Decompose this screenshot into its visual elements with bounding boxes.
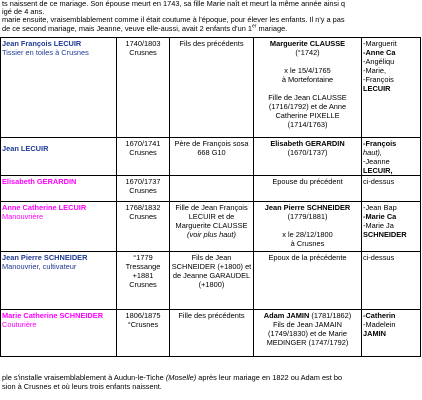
person-name: Elisabeth GERARDIN: [2, 177, 77, 186]
life-dates: 1670/1737: [125, 177, 161, 186]
region-note: (Moselle): [165, 373, 197, 382]
closing-text-end: après leur mariage en 1822 ou Adam est bo: [196, 373, 343, 382]
life-dates: 1768/1832: [125, 203, 161, 212]
child-entry: LECUIR: [363, 84, 391, 93]
child-entry: -Catherin: [363, 311, 396, 320]
children-cell: ci-dessus: [362, 176, 421, 202]
child-entry: -Marie,: [363, 66, 386, 75]
child-entry: JAMIN: [363, 329, 386, 338]
table-row: [1, 138, 421, 176]
dates-cell: [117, 176, 170, 202]
spouse-name: Adam JAMIN: [263, 311, 310, 320]
marriage-place: à Crusnes: [290, 239, 325, 248]
spouse-cell: [254, 38, 362, 138]
life-dates: 1740/1803: [125, 39, 161, 48]
person-cell: [1, 38, 117, 138]
table-row: [1, 38, 421, 138]
person-role: Manouvrier, cultivateur: [2, 262, 77, 271]
child-entry: -François: [363, 75, 394, 84]
person-role: Tissier en toiles à Crusnes: [2, 48, 89, 57]
dates-cell: [117, 252, 170, 310]
parents-cell: Fils des précédents: [170, 38, 254, 138]
dates-cell: [117, 202, 170, 252]
child-entry: -François: [363, 139, 397, 148]
intro-line-4: [2, 25, 422, 33]
child-entry: -Marguerit: [363, 39, 397, 48]
closing-line-1: [2, 373, 422, 382]
person-role: Couturière: [2, 320, 37, 329]
child-entry: -Anne Ca: [363, 48, 396, 57]
life-dates: 1806/1875: [125, 311, 161, 320]
spouse-year: (1670/1737): [287, 148, 328, 157]
death-place: Crusnes: [129, 280, 157, 289]
life-place: Crusnes: [129, 186, 157, 195]
spouse-line: [255, 311, 360, 320]
parents-cell: Fille des précédents: [170, 310, 254, 357]
intro-line-4-sup: er: [251, 23, 257, 30]
spouse-cell: Epoux de la précédente: [254, 252, 362, 310]
person-role: Manouvrière: [2, 212, 44, 221]
parents-text: Fille de Jean François LECUIR et de Marguerite CLAUSSE: [175, 203, 248, 230]
person-name: Jean LECUIR: [2, 144, 49, 153]
intro-line-4-end: mariage.: [256, 23, 288, 33]
dates-cell: [117, 138, 170, 176]
intro-line-3: marie ensuite, vraisemblablement comme il était coutume à l'époque, pour élever les enfants. Il n'y a pas: [2, 15, 345, 25]
closing-text-start: ple s'installe vraisemblablement à Audun-le-Tiche: [2, 373, 166, 382]
marriage-place: à Mortefontaine: [281, 75, 334, 84]
person-cell: [1, 252, 117, 310]
table-row: [1, 176, 421, 202]
child-entry: -Angéliqu: [363, 57, 395, 66]
spouse-year: (1779/1881): [287, 212, 328, 221]
child-entry: -Marie Ca: [363, 212, 397, 221]
birth-date: °1779: [133, 253, 153, 262]
table-row: [1, 252, 421, 310]
death-date: +1881: [132, 271, 154, 280]
children-cell: ci-dessus: [362, 252, 421, 310]
person-name: Jean François LECUIR: [2, 39, 82, 48]
child-entry: -Jean Bap: [363, 203, 397, 212]
person-cell: [1, 310, 117, 357]
person-cell: [1, 202, 117, 252]
marriage-date: x le 28/12/1800: [282, 230, 333, 239]
dates-cell: [117, 38, 170, 138]
parents-cell: Fils de Jean SCHNEIDER (+1800) et de Jeanne GARAUDEL (+1800): [170, 252, 254, 310]
life-place: Crusnes: [129, 48, 157, 57]
child-entry: -Marie Ja: [363, 221, 394, 230]
spouse-cell: Epouse du précédent: [254, 176, 362, 202]
closing-text: [2, 373, 422, 391]
person-name: Jean Pierre SCHNEIDER: [2, 253, 88, 262]
person-name: Marie Catherine SCHNEIDER: [2, 311, 104, 320]
child-entry: haut),: [363, 148, 382, 157]
spouse-name: Elisabeth GERARDIN: [270, 139, 345, 148]
child-entry: LECUIR,: [363, 166, 393, 175]
marriage-date: x le 15/4/1765: [284, 66, 331, 75]
child-entry: -Madelein: [363, 320, 396, 329]
parents-cell: [170, 176, 254, 202]
closing-line-2: sion à Crusnes et où leurs trois enfants naissent.: [2, 382, 162, 391]
intro-line-1: ts naissent de ce mariage. Son épouse meurt en 1743, sa fille Marie naît et meurt la même année ainsi q: [2, 0, 346, 8]
life-place: Crusnes: [129, 212, 157, 221]
parents-cell: Père de François sosa 668 G10: [170, 138, 254, 176]
children-cell: [362, 202, 421, 252]
child-entry: SCHNEIDER: [363, 230, 407, 239]
dates-cell: [117, 310, 170, 357]
spouse-cell: [254, 138, 362, 176]
spouse-cell: [254, 310, 362, 357]
table-row: [1, 202, 421, 252]
genealogy-table: [0, 37, 421, 357]
spouse-name: Jean Pierre SCHNEIDER: [264, 203, 351, 212]
children-cell: [362, 310, 421, 357]
intro-text: [2, 0, 422, 33]
spouse-year: (°1742): [295, 48, 320, 57]
spouse-years: (1781/1862): [309, 311, 352, 320]
children-cell: [362, 138, 421, 176]
parents-cell: [170, 202, 254, 252]
spouse-parents: Fils de Jean JAMAIN (1749/1830) et de Marie MEDINGER (1747/1792): [266, 320, 349, 347]
intro-line-2: igé de 4 ans.: [2, 7, 45, 17]
spouse-cell: [254, 202, 362, 252]
person-name: Anne Catherine LECUIR: [2, 203, 87, 212]
person-cell: [1, 138, 117, 176]
person-cell: [1, 176, 117, 202]
spouse-parents: Fille de Jean CLAUSSE (1716/1792) et de Anne Catherine PIXELLE (1714/1763): [268, 93, 347, 129]
see-above-note: (voir plus haut): [187, 230, 236, 239]
life-place: °Crusnes: [127, 320, 159, 329]
child-entry: -Jeanne: [363, 157, 390, 166]
intro-line-4-text: de ce second mariage, mais Jeanne, veuve elle-aussi, avait 2 enfants d'un 1: [2, 23, 252, 33]
spouse-name: Marguerite CLAUSSE: [269, 39, 346, 48]
life-place: Crusnes: [129, 148, 157, 157]
life-dates: 1670/1741: [125, 139, 161, 148]
birth-place: Tressange: [125, 262, 161, 271]
children-cell: [362, 38, 421, 138]
table-row: [1, 310, 421, 357]
